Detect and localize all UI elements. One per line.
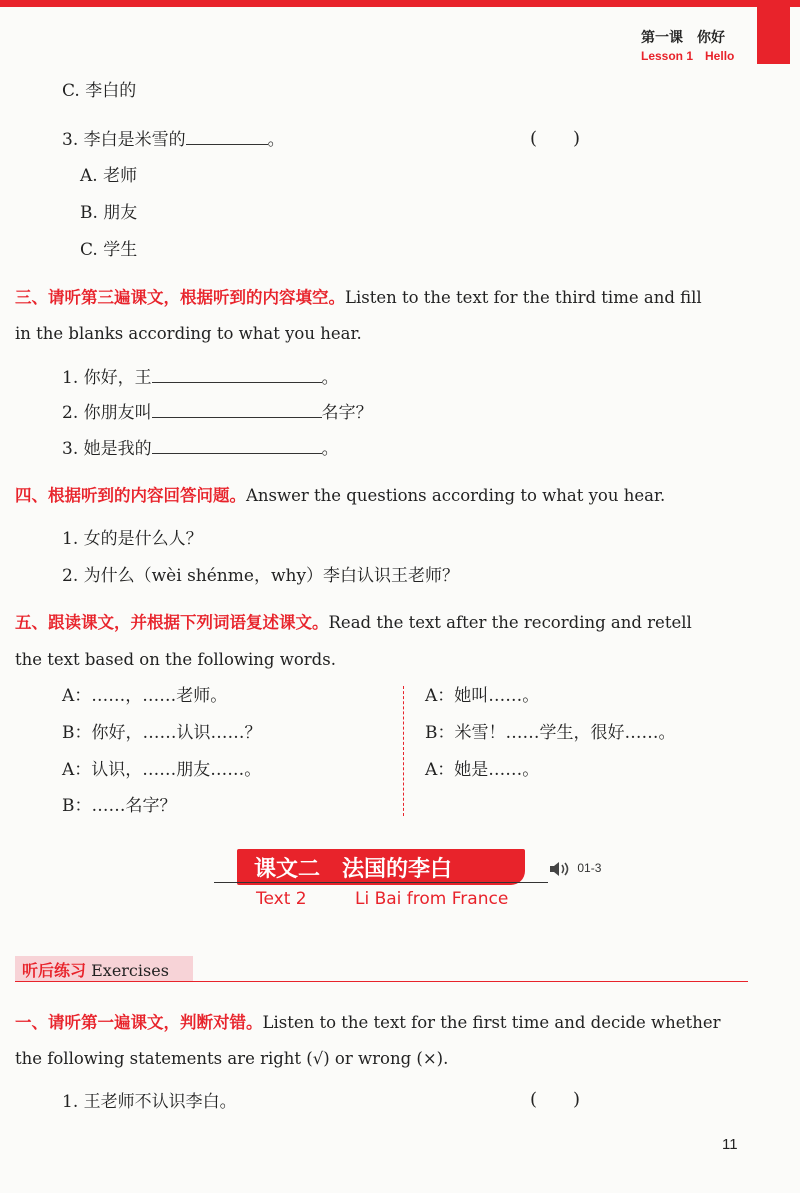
section-1-title <box>15 1012 720 1034</box>
item-prefix: 3. 她是我的 <box>62 439 152 459</box>
audio-track[interactable] <box>548 860 601 878</box>
audio-code: 01-3 <box>577 861 602 876</box>
section-5-title-en: Read the text after the recording and retell <box>328 613 692 632</box>
exercises-rule <box>15 981 748 982</box>
section-5-title-cn: 五、跟读课文，并根据下列词语复述课文。 <box>15 613 329 632</box>
header-lesson-en: Lesson 1 Hello <box>641 49 735 63</box>
retell-left-2: B：你好，……认识……？ <box>62 723 262 743</box>
section-3-item-2 <box>62 401 373 424</box>
speaker-icon[interactable] <box>548 860 574 878</box>
page-number: 11 <box>722 1136 738 1153</box>
section-4-title-en: Answer the questions according to what you hear. <box>246 486 666 505</box>
retell-right-1: A：她叫……。 <box>425 686 540 706</box>
item-suffix: 。 <box>321 439 339 459</box>
option-b: B. 朋友 <box>80 203 138 223</box>
answer-blank[interactable] <box>152 437 322 454</box>
section-3-title-en: Listen to the text for the third time and fill <box>345 288 702 307</box>
section-4-title-cn: 四、根据听到的内容回答问题。 <box>15 486 246 505</box>
answer-blank[interactable] <box>186 128 268 145</box>
q2-item-3-prefix: 3. 李白是米雪的 <box>62 130 186 150</box>
chapter-tab <box>757 0 790 64</box>
item-suffix: 。 <box>321 368 339 388</box>
header-lesson-cn: 第一课 你好 <box>641 30 725 46</box>
top-red-bar <box>0 0 800 7</box>
section-3-title <box>15 287 702 309</box>
answer-blank[interactable] <box>152 401 322 418</box>
item-prefix: 2. 你朋友叫 <box>62 403 152 423</box>
option-c: C. 学生 <box>80 240 138 260</box>
section-4-title <box>15 485 665 507</box>
option-c-prev: C. 李白的 <box>62 81 137 101</box>
retell-right-3: A：她是……。 <box>425 760 540 780</box>
section-5-title-en-2: the text based on the following words. <box>15 650 336 669</box>
banner-underline <box>214 882 548 883</box>
exercises-label <box>22 958 169 981</box>
section-4-item-2: 2. 为什么（wèi shénme，why）李白认识王老师？ <box>62 566 460 586</box>
q2-item-3-suffix: 。 <box>267 130 285 150</box>
retell-left-3: A：认识，……朋友……。 <box>62 760 262 780</box>
text2-label-en: Text 2 <box>256 889 307 909</box>
section-1-item-1: 1. 王老师不认识李白。 <box>62 1092 237 1112</box>
option-a: A. 老师 <box>80 166 138 186</box>
text2-title-en: Li Bai from France <box>355 889 509 909</box>
section-1-title-en-2: the following statements are right (√) or wrong (×). <box>15 1049 449 1068</box>
answer-blank[interactable] <box>152 366 322 383</box>
section-1-title-en: Listen to the text for the first time and decide whether <box>262 1013 721 1032</box>
retell-left-1: A：……，……老师。 <box>62 686 228 706</box>
section-3-item-1 <box>62 366 339 389</box>
item-prefix: 1. 你好，王 <box>62 368 152 388</box>
section-5-title <box>15 612 692 634</box>
section-3-title-en-2: in the blanks according to what you hear. <box>15 324 362 343</box>
dashed-divider <box>403 686 404 816</box>
q2-item-3 <box>62 128 285 151</box>
item-suffix: 名字？ <box>321 403 373 423</box>
text2-title-cn: 课文二 法国的李白 <box>254 857 453 882</box>
section-3-title-cn: 三、请听第三遍课文，根据听到的内容填空。 <box>15 288 345 307</box>
retell-left-4: B：……名字？ <box>62 796 177 816</box>
section-1-title-cn: 一、请听第一遍课文，判断对错。 <box>15 1013 263 1032</box>
retell-right-2: B：米雪！……学生，很好……。 <box>425 723 676 743</box>
answer-parentheses[interactable]: ( ) <box>530 1089 581 1110</box>
exercises-label-en: Exercises <box>91 961 169 980</box>
answer-parentheses[interactable]: ( ) <box>530 128 581 149</box>
section-3-item-3 <box>62 437 339 460</box>
section-4-item-1: 1. 女的是什么人？ <box>62 529 203 549</box>
exercises-label-cn: 听后练习 <box>22 961 87 980</box>
